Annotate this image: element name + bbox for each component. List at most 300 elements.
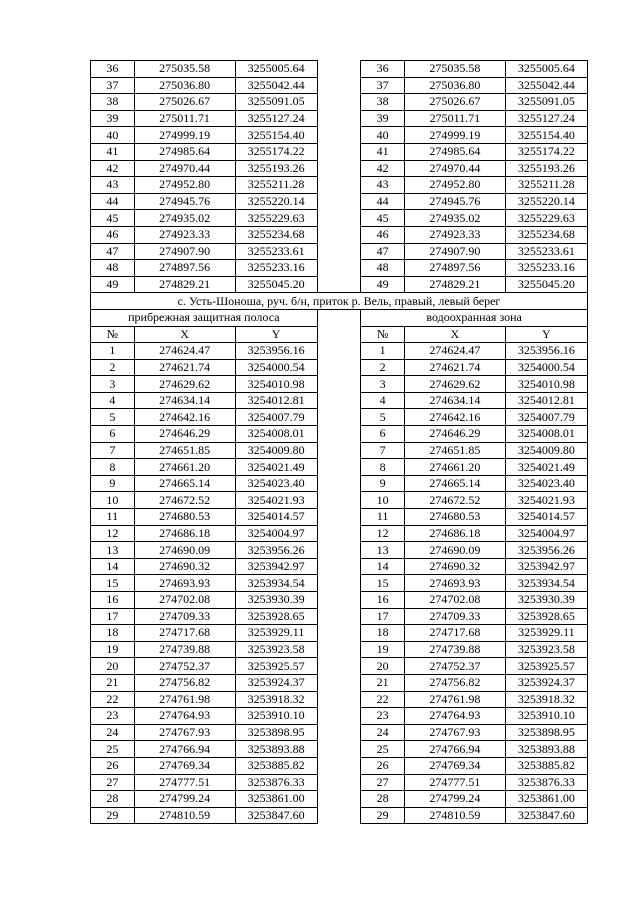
coord-y: 3254009.80 (505, 442, 587, 459)
point-number: 20 (91, 658, 135, 675)
point-number: 25 (361, 741, 405, 758)
right-zone-title: водоохранная зона (361, 309, 588, 326)
coord-x: 274624.47 (134, 343, 235, 360)
coord-x: 274661.20 (134, 459, 235, 476)
coord-y: 3255005.64 (505, 61, 587, 78)
point-number: 9 (91, 475, 135, 492)
column-gap (317, 525, 361, 542)
header-x: X (134, 326, 235, 343)
coord-x: 274739.88 (134, 641, 235, 658)
coord-y: 3253925.57 (505, 658, 587, 675)
point-number: 10 (91, 492, 135, 509)
point-number: 19 (91, 641, 135, 658)
point-number: 16 (91, 592, 135, 609)
coord-x: 274766.94 (134, 741, 235, 758)
coord-y: 3254021.49 (235, 459, 317, 476)
coord-x: 274709.33 (404, 608, 505, 625)
column-gap (317, 210, 361, 227)
coordinates-document (90, 60, 588, 824)
column-gap (317, 359, 361, 376)
coord-y: 3255233.61 (235, 243, 317, 260)
coord-x: 274690.32 (134, 558, 235, 575)
coord-y: 3255234.68 (505, 226, 587, 243)
coord-x: 274690.32 (404, 558, 505, 575)
coord-x: 274952.80 (134, 177, 235, 194)
point-number: 19 (361, 641, 405, 658)
coord-y: 3253956.26 (235, 542, 317, 559)
column-gap (317, 193, 361, 210)
column-gap (317, 343, 361, 360)
point-number: 39 (361, 110, 405, 127)
coord-y: 3255127.24 (505, 110, 587, 127)
point-number: 41 (361, 143, 405, 160)
coord-y: 3254000.54 (235, 359, 317, 376)
table-row (91, 359, 588, 376)
coord-x: 274756.82 (134, 674, 235, 691)
coord-x: 274897.56 (404, 260, 505, 277)
coord-y: 3253918.32 (505, 691, 587, 708)
column-gap (317, 376, 361, 393)
point-number: 49 (361, 276, 405, 293)
coord-y: 3253893.88 (235, 741, 317, 758)
coord-x: 274907.90 (404, 243, 505, 260)
coord-y: 3254023.40 (235, 475, 317, 492)
table-row (91, 193, 588, 210)
coord-x: 275036.80 (134, 77, 235, 94)
point-number: 38 (361, 94, 405, 111)
coord-x: 274767.93 (134, 724, 235, 741)
coord-x: 274999.19 (404, 127, 505, 144)
coord-x: 274634.14 (404, 392, 505, 409)
section-caption: с. Усть-Шоноша, руч. б/н, приток р. Вель, правый, левый берег (91, 293, 588, 310)
point-number: 12 (91, 525, 135, 542)
point-number: 15 (361, 575, 405, 592)
coord-x: 274945.76 (134, 193, 235, 210)
point-number: 3 (361, 376, 405, 393)
table-row (91, 243, 588, 260)
coord-x: 274686.18 (134, 525, 235, 542)
coord-y: 3254009.80 (235, 442, 317, 459)
point-number: 46 (91, 226, 135, 243)
point-number: 8 (361, 459, 405, 476)
coord-x: 274767.93 (404, 724, 505, 741)
point-number: 8 (91, 459, 135, 476)
point-number: 5 (361, 409, 405, 426)
coord-y: 3253918.32 (235, 691, 317, 708)
coord-y: 3254023.40 (505, 475, 587, 492)
table-row (91, 376, 588, 393)
lower-section (91, 343, 588, 824)
coord-y: 3253930.39 (235, 592, 317, 609)
coord-x: 274621.74 (404, 359, 505, 376)
coord-y: 3253956.16 (235, 343, 317, 360)
point-number: 4 (361, 392, 405, 409)
coord-x: 274702.08 (134, 592, 235, 609)
point-number: 28 (361, 791, 405, 808)
coord-y: 3255229.63 (235, 210, 317, 227)
header-y: Y (505, 326, 587, 343)
coord-y: 3255091.05 (505, 94, 587, 111)
coord-y: 3254008.01 (235, 426, 317, 443)
coord-y: 3255229.63 (505, 210, 587, 227)
column-gap (317, 309, 361, 326)
coord-y: 3255042.44 (505, 77, 587, 94)
coord-x: 274766.94 (404, 741, 505, 758)
coord-y: 3253885.82 (235, 757, 317, 774)
point-number: 24 (361, 724, 405, 741)
coord-x: 274717.68 (134, 625, 235, 642)
coord-y: 3255234.68 (235, 226, 317, 243)
column-gap (317, 691, 361, 708)
table-row (91, 791, 588, 808)
coord-x: 274651.85 (404, 442, 505, 459)
coord-y: 3253923.58 (505, 641, 587, 658)
coord-y: 3255174.22 (505, 143, 587, 160)
point-number: 37 (361, 77, 405, 94)
point-number: 43 (361, 177, 405, 194)
table-row (91, 724, 588, 741)
point-number: 47 (361, 243, 405, 260)
coord-y: 3253861.00 (505, 791, 587, 808)
coord-y: 3253930.39 (505, 592, 587, 609)
point-number: 10 (361, 492, 405, 509)
coord-y: 3254012.81 (235, 392, 317, 409)
coord-x: 274952.80 (404, 177, 505, 194)
table-row (91, 260, 588, 277)
point-number: 9 (361, 475, 405, 492)
coord-x: 274752.37 (404, 658, 505, 675)
point-number: 40 (361, 127, 405, 144)
table-row (91, 459, 588, 476)
coord-y: 3255211.28 (235, 177, 317, 194)
column-gap (317, 741, 361, 758)
column-gap (317, 127, 361, 144)
table-row (91, 658, 588, 675)
coord-x: 274999.19 (134, 127, 235, 144)
table-row (91, 691, 588, 708)
point-number: 45 (91, 210, 135, 227)
coord-y: 3255233.16 (235, 260, 317, 277)
point-number: 29 (91, 807, 135, 824)
coord-x: 274646.29 (134, 426, 235, 443)
coord-x: 274799.24 (134, 791, 235, 808)
column-gap (317, 674, 361, 691)
coord-x: 274810.59 (134, 807, 235, 824)
coord-x: 274624.47 (404, 343, 505, 360)
table-row (91, 708, 588, 725)
point-number: 48 (91, 260, 135, 277)
point-number: 7 (361, 442, 405, 459)
coord-y: 3253910.10 (505, 708, 587, 725)
coord-x: 274739.88 (404, 641, 505, 658)
coord-y: 3253942.97 (235, 558, 317, 575)
coord-x: 274777.51 (134, 774, 235, 791)
coord-x: 274761.98 (134, 691, 235, 708)
table-row (91, 741, 588, 758)
section-header (91, 293, 588, 343)
table-row (91, 143, 588, 160)
coord-x: 274985.64 (134, 143, 235, 160)
coord-y: 3253934.54 (235, 575, 317, 592)
coord-y: 3255193.26 (235, 160, 317, 177)
point-number: 49 (91, 276, 135, 293)
column-gap (317, 658, 361, 675)
point-number: 24 (91, 724, 135, 741)
point-number: 18 (91, 625, 135, 642)
point-number: 2 (361, 359, 405, 376)
coord-y: 3254007.79 (235, 409, 317, 426)
coord-x: 275011.71 (404, 110, 505, 127)
coord-y: 3254012.81 (505, 392, 587, 409)
table-row (91, 426, 588, 443)
coord-x: 274680.53 (134, 509, 235, 526)
column-gap (317, 724, 361, 741)
coord-x: 274709.33 (134, 608, 235, 625)
table-row (91, 94, 588, 111)
table-row (91, 558, 588, 575)
coord-y: 3254021.49 (505, 459, 587, 476)
column-gap (317, 409, 361, 426)
coord-x: 275026.67 (134, 94, 235, 111)
coord-x: 274907.90 (134, 243, 235, 260)
point-number: 1 (91, 343, 135, 360)
coord-x: 274690.09 (134, 542, 235, 559)
point-number: 22 (361, 691, 405, 708)
coord-y: 3254014.57 (505, 509, 587, 526)
coord-y: 3254007.79 (505, 409, 587, 426)
coord-x: 274629.62 (404, 376, 505, 393)
point-number: 21 (91, 674, 135, 691)
coord-y: 3253876.33 (235, 774, 317, 791)
coord-x: 274777.51 (404, 774, 505, 791)
column-gap (317, 326, 361, 343)
point-number: 18 (361, 625, 405, 642)
coord-y: 3253923.58 (235, 641, 317, 658)
coord-x: 275036.80 (404, 77, 505, 94)
coord-y: 3253924.37 (505, 674, 587, 691)
column-gap (317, 160, 361, 177)
point-number: 13 (91, 542, 135, 559)
point-number: 11 (361, 509, 405, 526)
coord-x: 274945.76 (404, 193, 505, 210)
coord-y: 3254008.01 (505, 426, 587, 443)
coord-y: 3253928.65 (235, 608, 317, 625)
coord-x: 274935.02 (134, 210, 235, 227)
table-row (91, 409, 588, 426)
table-row (91, 592, 588, 609)
coord-y: 3253885.82 (505, 757, 587, 774)
coord-y: 3253910.10 (235, 708, 317, 725)
table-row (91, 127, 588, 144)
coord-x: 274690.09 (404, 542, 505, 559)
point-number: 13 (361, 542, 405, 559)
table-row (91, 525, 588, 542)
point-number: 21 (361, 674, 405, 691)
coord-y: 3255045.20 (235, 276, 317, 293)
point-number: 11 (91, 509, 135, 526)
coord-y: 3255091.05 (235, 94, 317, 111)
column-gap (317, 608, 361, 625)
point-number: 29 (361, 807, 405, 824)
point-number: 36 (361, 61, 405, 78)
point-number: 36 (91, 61, 135, 78)
column-gap (317, 94, 361, 111)
point-number: 17 (91, 608, 135, 625)
table-row (91, 343, 588, 360)
table-row (91, 392, 588, 409)
coord-y: 3254010.98 (505, 376, 587, 393)
point-number: 14 (91, 558, 135, 575)
coord-x: 274923.33 (404, 226, 505, 243)
column-gap (317, 243, 361, 260)
coord-y: 3253925.57 (235, 658, 317, 675)
table-row (91, 542, 588, 559)
column-gap (317, 807, 361, 824)
point-number: 27 (91, 774, 135, 791)
coord-x: 274693.93 (134, 575, 235, 592)
coord-x: 274693.93 (404, 575, 505, 592)
coord-x: 274829.21 (404, 276, 505, 293)
point-number: 26 (361, 757, 405, 774)
upper-section (91, 61, 588, 293)
point-number: 44 (361, 193, 405, 210)
table-row (91, 608, 588, 625)
table-row (91, 226, 588, 243)
header-number: № (361, 326, 405, 343)
point-number: 20 (361, 658, 405, 675)
point-number: 12 (361, 525, 405, 542)
table-row (91, 575, 588, 592)
table-row (91, 177, 588, 194)
coord-x: 274769.34 (404, 757, 505, 774)
point-number: 42 (91, 160, 135, 177)
column-gap (317, 509, 361, 526)
coord-x: 274665.14 (404, 475, 505, 492)
coord-y: 3253893.88 (505, 741, 587, 758)
coord-x: 274799.24 (404, 791, 505, 808)
coord-y: 3253956.26 (505, 542, 587, 559)
column-gap (317, 392, 361, 409)
coord-y: 3253876.33 (505, 774, 587, 791)
point-number: 2 (91, 359, 135, 376)
point-number: 45 (361, 210, 405, 227)
point-number: 15 (91, 575, 135, 592)
point-number: 6 (361, 426, 405, 443)
table-row (91, 442, 588, 459)
coord-x: 274642.16 (404, 409, 505, 426)
column-gap (317, 492, 361, 509)
coord-x: 275035.58 (134, 61, 235, 78)
coord-x: 275011.71 (134, 110, 235, 127)
coord-x: 274935.02 (404, 210, 505, 227)
point-number: 38 (91, 94, 135, 111)
coord-x: 274829.21 (134, 276, 235, 293)
column-gap (317, 110, 361, 127)
coord-y: 3253929.11 (505, 625, 587, 642)
column-gap (317, 558, 361, 575)
coord-y: 3255233.16 (505, 260, 587, 277)
coord-x: 274810.59 (404, 807, 505, 824)
header-x: X (404, 326, 505, 343)
point-number: 22 (91, 691, 135, 708)
point-number: 23 (91, 708, 135, 725)
column-gap (317, 276, 361, 293)
coord-x: 274761.98 (404, 691, 505, 708)
coord-x: 274764.93 (404, 708, 505, 725)
point-number: 27 (361, 774, 405, 791)
column-gap (317, 442, 361, 459)
coord-x: 274717.68 (404, 625, 505, 642)
column-gap (317, 641, 361, 658)
column-gap (317, 426, 361, 443)
coord-y: 3254000.54 (505, 359, 587, 376)
column-gap (317, 592, 361, 609)
coord-x: 274651.85 (134, 442, 235, 459)
coord-y: 3255127.24 (235, 110, 317, 127)
coord-y: 3253847.60 (235, 807, 317, 824)
coord-x: 274702.08 (404, 592, 505, 609)
point-number: 37 (91, 77, 135, 94)
column-gap (317, 459, 361, 476)
point-number: 44 (91, 193, 135, 210)
point-number: 1 (361, 343, 405, 360)
coord-y: 3254004.97 (235, 525, 317, 542)
column-gap (317, 143, 361, 160)
table-row (91, 757, 588, 774)
column-gap (317, 226, 361, 243)
coord-y: 3255005.64 (235, 61, 317, 78)
table-row (91, 509, 588, 526)
column-gap (317, 708, 361, 725)
coord-x: 274672.52 (404, 492, 505, 509)
point-number: 17 (361, 608, 405, 625)
coord-x: 274672.52 (134, 492, 235, 509)
coord-y: 3255220.14 (235, 193, 317, 210)
coord-y: 3253861.00 (235, 791, 317, 808)
column-gap (317, 475, 361, 492)
coord-x: 274752.37 (134, 658, 235, 675)
coord-y: 3255220.14 (505, 193, 587, 210)
column-gap (317, 177, 361, 194)
coord-y: 3255174.22 (235, 143, 317, 160)
coord-y: 3253934.54 (505, 575, 587, 592)
column-gap (317, 625, 361, 642)
header-number: № (91, 326, 135, 343)
coord-y: 3254021.93 (235, 492, 317, 509)
column-gap (317, 77, 361, 94)
point-number: 6 (91, 426, 135, 443)
coord-y: 3253898.95 (235, 724, 317, 741)
point-number: 7 (91, 442, 135, 459)
coord-y: 3253928.65 (505, 608, 587, 625)
table-row (91, 160, 588, 177)
coord-y: 3254021.93 (505, 492, 587, 509)
point-number: 47 (91, 243, 135, 260)
point-number: 40 (91, 127, 135, 144)
coord-x: 275026.67 (404, 94, 505, 111)
coordinates-table (90, 60, 588, 824)
table-row (91, 475, 588, 492)
coord-y: 3253956.16 (505, 343, 587, 360)
point-number: 46 (361, 226, 405, 243)
table-row (91, 210, 588, 227)
point-number: 39 (91, 110, 135, 127)
coord-x: 274769.34 (134, 757, 235, 774)
coord-y: 3255154.40 (235, 127, 317, 144)
table-row (91, 807, 588, 824)
coord-x: 274985.64 (404, 143, 505, 160)
coord-y: 3254004.97 (505, 525, 587, 542)
